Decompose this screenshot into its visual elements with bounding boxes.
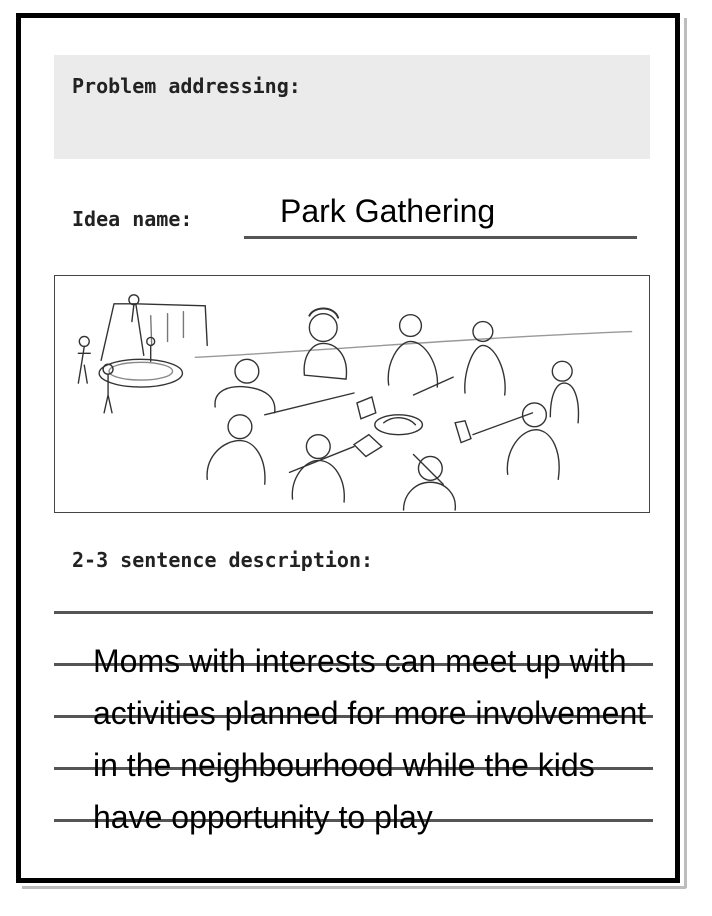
- problem-label: Problem addressing:: [72, 74, 301, 98]
- sketch-panel: [54, 275, 650, 513]
- description-label: 2-3 sentence description:: [72, 548, 374, 572]
- card-shadow-right: [684, 18, 687, 888]
- problem-field[interactable]: [54, 55, 650, 159]
- park-gathering-sketch-icon: [55, 276, 649, 512]
- idea-name-underline: [244, 236, 637, 239]
- card-shadow-bottom: [22, 886, 686, 889]
- idea-name-label: Idea name:: [72, 207, 193, 231]
- description-value[interactable]: Moms with interests can meet up with activities planned for more involvement in the neighbourhood while the kids have opportunity to play: [93, 643, 647, 835]
- idea-name-value[interactable]: Park Gathering: [280, 193, 496, 229]
- description-line-1: [54, 611, 653, 614]
